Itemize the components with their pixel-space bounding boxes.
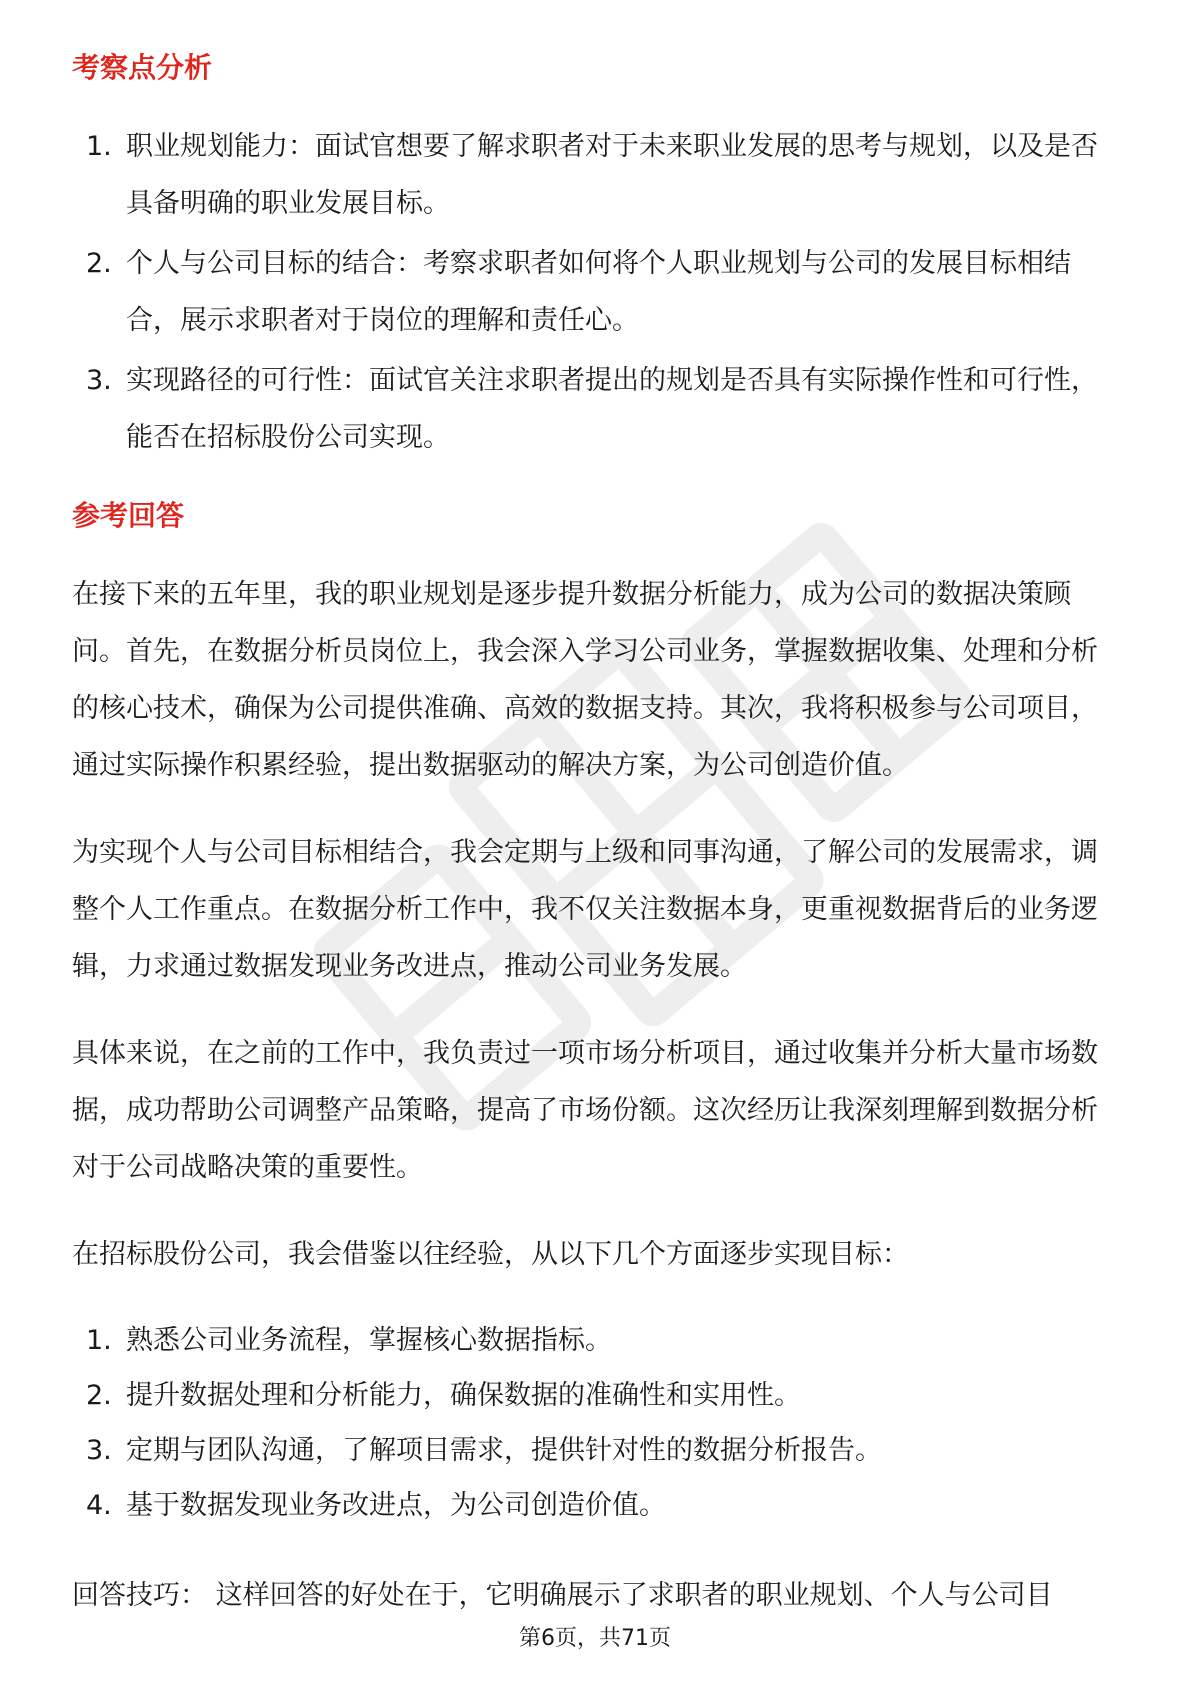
list-text: 实现路径的可行性：面试官关注求职者提出的规划是否具有实际操作性和可行性，能否在招标股份公司实现。 (126, 365, 1098, 453)
answer-tip: 回答技巧： 这样回答的好处在于，它明确展示了求职者的职业规划、个人与公司目 (72, 1580, 1053, 1611)
answer-paragraph: 在接下来的五年里，我的职业规划是逐步提升数据分析能力，成为公司的数据决策顾问。首先，在数据分析员岗位上，我会深入学习公司业务，掌握数据收集、处理和分析的核心技术，确保为公司提供准确、高效的数据支持。其次，我将积极参与公司项目，通过实际操作积累经验，提出数据驱动的解决方案，为公司创造价值。 (72, 579, 1098, 781)
list-number: 3. (86, 1435, 112, 1466)
list-item (72, 1368, 1122, 1423)
list-number: 4. (86, 1490, 112, 1521)
list-text: 定期与团队沟通，了解项目需求，提供针对性的数据分析报告。 (126, 1435, 882, 1466)
page-number: 第6页，共71页 (519, 1626, 671, 1651)
list-item (72, 118, 1122, 232)
list-text: 职业规划能力：面试官想要了解求职者对于未来职业发展的思考与规划，以及是否具备明确的职业发展目标。 (126, 131, 1098, 219)
list-number: 2. (86, 248, 112, 279)
analysis-list (72, 118, 1122, 466)
content (72, 48, 1122, 1624)
list-item (72, 352, 1122, 466)
list-text: 个人与公司目标的结合：考察求职者如何将个人职业规划与公司的发展目标相结合，展示求职者对于岗位的理解和责任心。 (126, 248, 1071, 336)
steps-list (72, 1313, 1122, 1533)
list-text: 提升数据处理和分析能力，确保数据的准确性和实用性。 (126, 1380, 801, 1411)
list-item (72, 1423, 1122, 1478)
section-title-answer: 参考回答 (72, 499, 185, 532)
answer-paragraph: 在招标股份公司，我会借鉴以往经验，从以下几个方面逐步实现目标： (72, 1239, 909, 1270)
list-number: 3. (86, 365, 112, 396)
list-text: 熟悉公司业务流程，掌握核心数据指标。 (126, 1325, 612, 1356)
list-number: 1. (86, 1325, 112, 1356)
section-title-analysis: 考察点分析 (72, 51, 213, 84)
list-item (72, 1313, 1122, 1368)
list-number: 1. (86, 131, 112, 162)
answer-paragraph: 具体来说，在之前的工作中，我负责过一项市场分析项目，通过收集并分析大量市场数据，成功帮助公司调整产品策略，提高了市场份额。这次经历让我深刻理解到数据分析对于公司战略决策的重要性。 (72, 1038, 1098, 1183)
answer-paragraph: 为实现个人与公司目标相结合，我会定期与上级和同事沟通，了解公司的发展需求，调整个人工作重点。在数据分析工作中，我不仅关注数据本身，更重视数据背后的业务逻辑，力求通过数据发现业务改进点，推动公司业务发展。 (72, 837, 1098, 982)
list-item (72, 1478, 1122, 1533)
list-text: 基于数据发现业务改进点，为公司创造价值。 (126, 1490, 666, 1521)
list-number: 2. (86, 1380, 112, 1411)
list-item (72, 235, 1122, 349)
